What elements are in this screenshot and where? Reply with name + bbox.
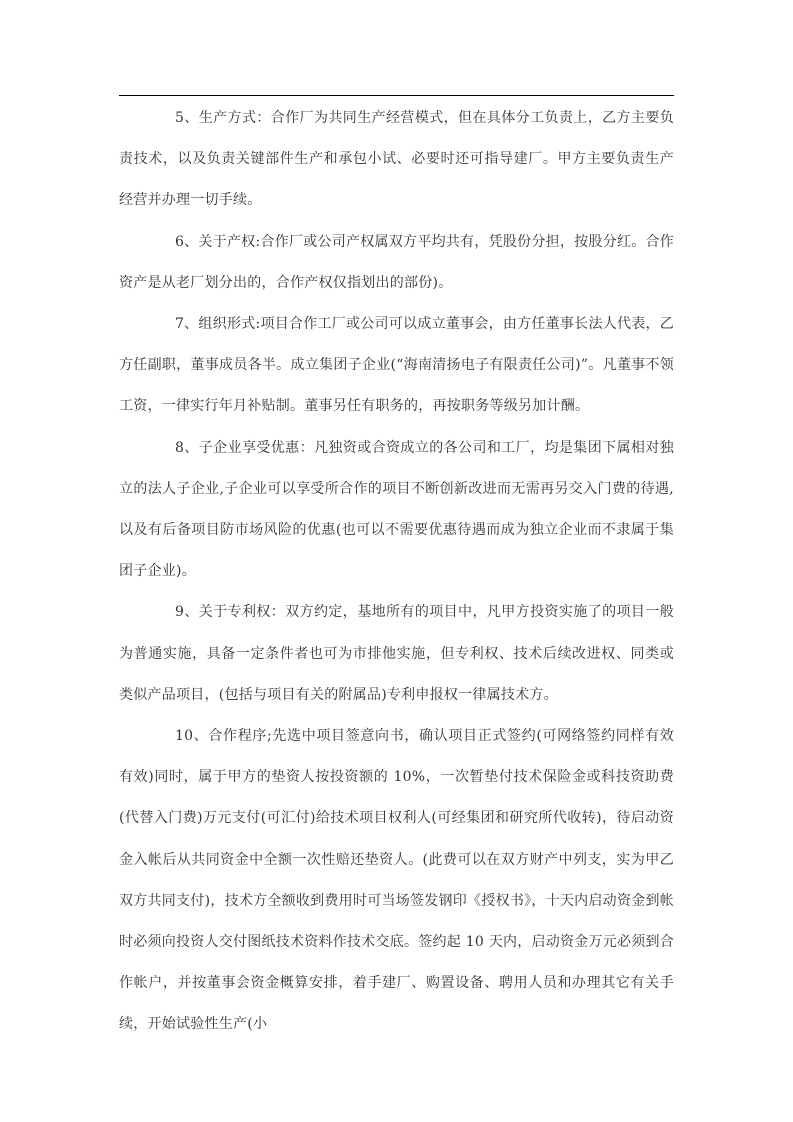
document-body (119, 98, 674, 1046)
paragraph-cooperation-procedure: 10、合作程序;先选中项目签意向书，确认项目正式签约(可网络签约同样有效有效)同时，属于甲方的垫资人按投资额的 10%，一次暂垫付技术保险金或科技资助费(代替入门费)万元支付(可汇付)给技术项目权利人(可经集团和研究所代收转)，待启动资金入帐后从共同资金中全额一次性赔还垫资人。(此费可以在双方财产中列支，实为甲乙双方共同支付)，技术方全额收到费用时可当场签发钢印《授权书》，十天内启动资金到帐时必须向投资人交付图纸技术资料作技术交底。签约起 10 天内，启动资金万元必须到合作帐户，并按董事会资金概算安排，着手建厂、购置设备、聘用人员和办理其它有关手续，开始试验性生产(小 (119, 728, 674, 1033)
header-rule (119, 95, 674, 96)
paragraph-production-mode: 5、生产方式：合作厂为共同生产经营模式，但在具体分工负责上，乙方主要负责技术，以及负责关键部件生产和承包小试、必要时还可指导建厂。甲方主要负责生产经营并办理一切手续。 (119, 110, 674, 209)
paragraph-subsidiary-benefits: 8、子企业享受优惠：凡独资或合资成立的各公司和工厂，均是集团下属相对独立的法人子企业,子企业可以享受所合作的项目不断创新改进而无需再另交入门费的待遇,以及有后备项目防市场风险的优惠(也可以不需要优惠待遇而成为独立企业而不隶属于集团子企业)。 (119, 439, 674, 580)
paragraph-patent-rights: 9、关于专利权：双方约定，基地所有的项目中，凡甲方投资实施了的项目一般为普通实施，具备一定条件者也可为市排他实施，但专利权、技术后续改进权、同类或类似产品项目，(包括与项目有关的附属品)专利申报权一律属技术方。 (119, 604, 674, 703)
paragraph-property-rights: 6、关于产权:合作厂或公司产权属双方平均共有，凭股份分担，按股分红。合作资产是从老厂划分出的，合作产权仅指划出的部份)。 (119, 233, 674, 291)
paragraph-organization-form: 7、组织形式:项目合作工厂或公司可以成立董事会，由方任董事长法人代表，乙方任副职，董事成员各半。成立集团子企业(“海南清扬电子有限责任公司)”。凡董事不领工资，一律实行年月补贴制。董事另任有职务的，再按职务等级另加计酬。 (119, 316, 674, 415)
